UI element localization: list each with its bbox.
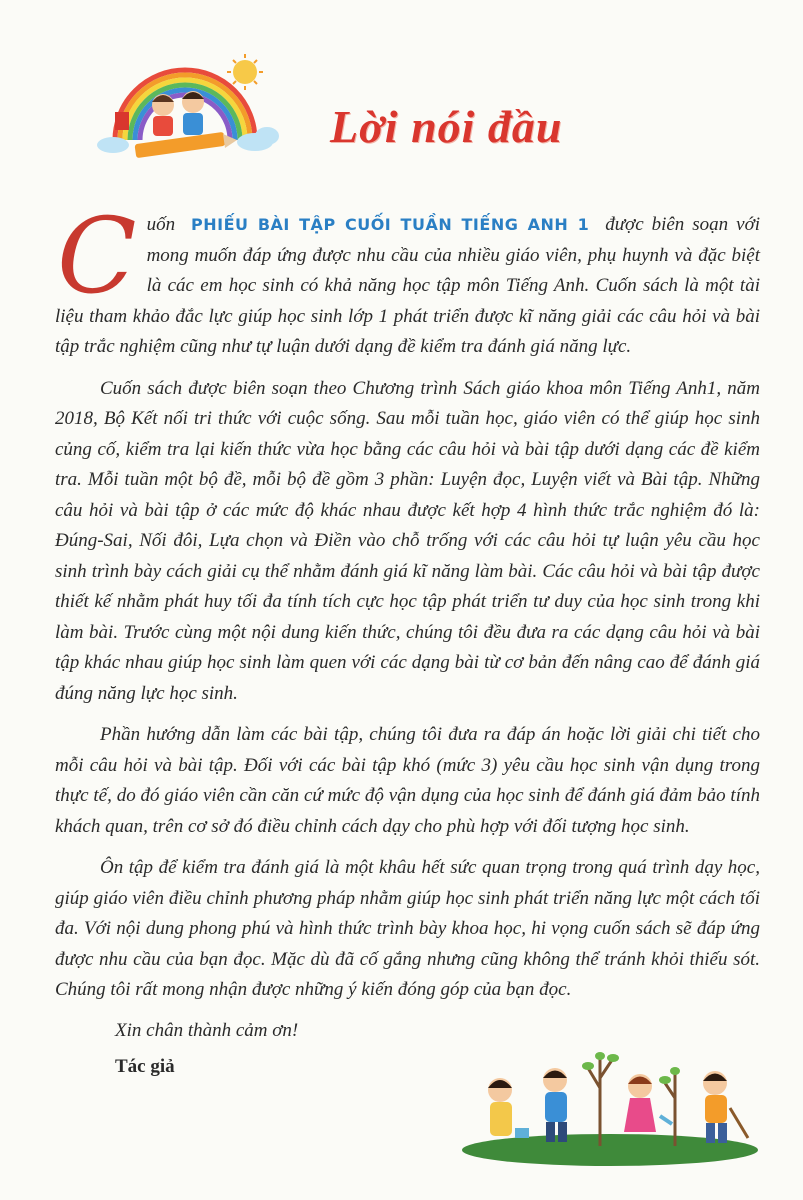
paragraph-2: Cuốn sách được biên soạn theo Chương trình Sách giáo khoa môn Tiếng Anh1, năm 2018, Bộ Kết nối tri thức với cuộc sống. Sau mỗi tuần học, giáo viên có thể giúp học sinh củng cố, kiểm tra lại kiến thức vừa học bằng các câu hỏi và bài tập dưới dạng các đề kiểm tra. Mỗi tuần một bộ đề, mỗi bộ đề gồm 3 phần: Luyện đọc, Luyện viết và Bài tập. Những câu hỏi và bài tập ở các mức độ khác nhau được kết hợp 4 hình thức trắc nghiệm đó là: Đúng-Sai, Nối đôi, Lựa chọn và Điền vào chỗ trống với các câu hỏi tự luận yêu cầu học sinh trình bày cách giải cụ thể nhằm đánh giá kĩ năng làm bài. Các câu hỏi và bài tập được thiết kế nhằm phát huy tối đa tính tích cực học tập phát triển tư duy của học sinh trong khi làm bài. Trước cùng một nội dung kiến thức, chúng tôi đều đưa ra các dạng câu hỏi và bài tập khác nhau giúp học sinh làm quen với các dạng bài từ cơ bản đến nâng cao để đánh giá đúng năng lực học sinh.	[55, 377, 760, 704]
paragraph-3: Phần hướng dẫn làm các bài tập, chúng tôi đưa ra đáp án hoặc lời giải chi tiết cho mỗi câu hỏi và bài tập. Đối với các bài tập khó (mức 3) yêu cầu học sinh vận dụng trong thực tế, do đó giáo viên cần căn cứ mức độ vận dụng của học sinh để đánh giá đảm bảo tính khách quan, trên cơ sở đó điều chỉnh cách dạy cho phù hợp với đối tượng học sinh.	[55, 724, 760, 837]
page-title: Lời nói đầu	[330, 101, 563, 152]
pencil-icon	[134, 132, 237, 158]
rainbow-kids-illustration	[85, 50, 285, 170]
preface-body	[55, 195, 761, 1017]
intro-lead: uốn	[146, 214, 176, 235]
book-title: PHIẾU BÀI TẬP CUỐI TUẦN TIẾNG ANH 1	[191, 215, 590, 234]
shovel-icon	[730, 1108, 748, 1138]
intro-paragraph	[55, 195, 761, 363]
paragraph-4: Ôn tập để kiểm tra đánh giá là một khâu hết sức quan trọng trong quá trình dạy học, giúp giáo viên điều chỉnh phương pháp nhằm giúp học sinh phát triển năng lực một cách tối đa. Với nội dung phong phú và hình thức trình bày khoa học, hi vọng cuốn sách sẽ đáp ứng được nhu cầu của bạn đọc. Mặc dù đã cố gắng nhưng cũng không thể tránh khỏi thiếu sót. Chúng tôi rất mong nhận được những ý kiến đóng góp của bạn đọc.	[55, 857, 760, 1000]
intro-rest: được biên soạn với mong muốn đáp ứng được nhu cầu của nhiều giáo viên, phụ huynh và đặc biệt là các em học sinh có khả năng học tập môn Tiếng Anh. Cuốn sách là một tài liệu tham khảo đắc lực giúp học sinh lớp 1 phát triển được kĩ năng giải các câu hỏi và bài tập trắc nghiệm cũng như tự luận dưới dạng đề kiểm tra đánh giá năng lực.	[55, 214, 761, 357]
sun-icon	[227, 54, 263, 90]
drop-cap: C	[57, 195, 137, 317]
closing-thanks: Xin chân thành cảm ơn!	[115, 1020, 299, 1041]
author-signature: Tác giả	[115, 1056, 175, 1077]
kids-planting-illustration	[460, 1028, 760, 1168]
